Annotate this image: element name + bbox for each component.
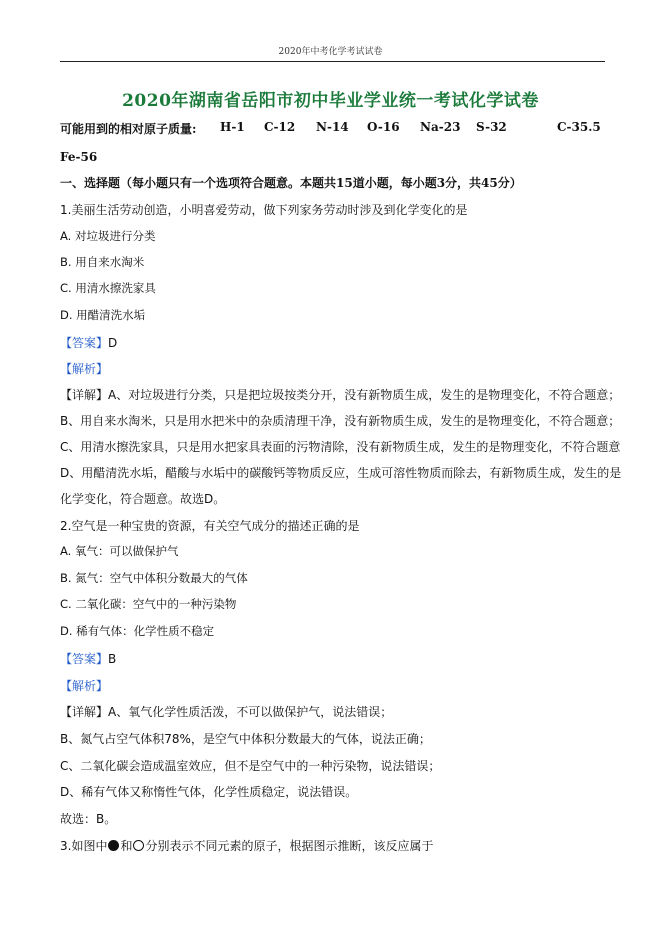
atomic-mass-item: C-35.5 bbox=[557, 120, 601, 134]
answer-value: D bbox=[108, 336, 118, 350]
question-1-option-a: A. 对垃圾进行分类 bbox=[60, 229, 156, 243]
question-1-detail-line: C、用清水擦洗家具，只是用水把家具表面的污物清除，没有新物质生成，发生的是物理变化，不符合题意 bbox=[60, 440, 621, 454]
analysis-tag: 【解析】 bbox=[60, 362, 109, 376]
question-3-stem-after: 分别表示不同元素的原子，根据图示推断，该反应属于 bbox=[145, 839, 434, 853]
answer-tag: 【答案】 bbox=[60, 336, 109, 350]
analysis-tag: 【解析】 bbox=[60, 679, 109, 693]
atomic-mass-item: Na-23 bbox=[420, 120, 461, 134]
question-1-detail-line: B、用自来水淘米，只是用水把米中的杂质清理干净，没有新物质生成，发生的是物理变化，不符合题意； bbox=[60, 414, 621, 428]
atomic-mass-item: Fe-56 bbox=[60, 150, 98, 164]
question-1-detail-line: 化学变化，符合题意。故选D。 bbox=[60, 492, 226, 506]
exam-title: 2020年湖南省岳阳市初中毕业学业统一考试化学试卷 bbox=[122, 91, 539, 111]
atomic-masses-row bbox=[60, 120, 605, 138]
question-1-detail-line bbox=[60, 386, 620, 403]
question-2-analysis bbox=[60, 677, 108, 694]
question-1-detail-line: D、用醋清洗水垢，醋酸与水垢中的碳酸钙等物质反应，生成可溶性物质而除去，有新物质生成，发生的是 bbox=[60, 466, 622, 480]
question-2-option-a: A. 氧气：可以做保护气 bbox=[60, 544, 179, 558]
answer-value: B bbox=[108, 652, 117, 666]
header-divider bbox=[60, 61, 605, 62]
atomic-mass-item: S-32 bbox=[476, 120, 507, 134]
question-2-answer bbox=[60, 650, 116, 667]
open-circle-atom-icon bbox=[133, 840, 144, 851]
question-1-option-d: D. 用醋清洗水垢 bbox=[60, 308, 146, 322]
question-1-stem: 1.美丽生活劳动创造，小明喜爱劳动，做下列家务劳动时涉及到化学变化的是 bbox=[60, 203, 468, 217]
answer-tag: 【答案】 bbox=[60, 652, 109, 666]
atomic-mass-item: O-16 bbox=[367, 120, 400, 134]
detail-tag: 【详解】 bbox=[60, 705, 109, 719]
question-1-answer bbox=[60, 334, 117, 351]
question-2-detail-line: C、二氧化碳会造成温室效应，但不是空气中的一种污染物，说法错误； bbox=[60, 759, 441, 773]
atomic-mass-item: N-14 bbox=[316, 120, 349, 134]
question-2-detail-line: B、氮气占空气体积78%，是空气中体积分数最大的气体，说法正确； bbox=[60, 732, 431, 746]
detail-text: A、对垃圾进行分类，只是把垃圾按类分开，没有新物质生成，发生的是物理变化，不符合题意； bbox=[108, 388, 621, 402]
question-2-detail-line: D、稀有气体又称惰性气体，化学性质稳定，说法错误。 bbox=[60, 785, 358, 799]
question-2-option-c: C. 二氧化碳：空气中的一种污染物 bbox=[60, 597, 237, 611]
question-3-stem-middle: 和 bbox=[120, 839, 133, 853]
atomic-mass-item: H-1 bbox=[220, 120, 245, 134]
section-heading: 一、选择题（每小题只有一个选项符合题意。本题共15道小题，每小题3分，共45分） bbox=[60, 176, 522, 190]
question-2-detail-line bbox=[60, 703, 392, 720]
question-3-stem bbox=[60, 837, 433, 854]
detail-text: A、氧气化学性质活泼，不可以做保护气，说法错误； bbox=[108, 705, 393, 719]
question-2-detail-line: 故选：B。 bbox=[60, 812, 117, 826]
question-2-option-b: B. 氮气：空气中体积分数最大的气体 bbox=[60, 571, 248, 585]
question-1-option-c: C. 用清水擦洗家具 bbox=[60, 281, 156, 295]
question-2-stem: 2.空气是一种宝贵的资源，有关空气成分的描述正确的是 bbox=[60, 519, 360, 533]
running-header: 2020年中考化学考试试卷 bbox=[278, 47, 383, 57]
atomic-masses-label: 可能用到的相对原子质量: bbox=[60, 122, 197, 136]
question-1-option-b: B. 用自来水淘米 bbox=[60, 255, 145, 269]
atomic-mass-item: C-12 bbox=[264, 120, 296, 134]
question-1-analysis bbox=[60, 360, 108, 377]
question-3-stem-before: 3.如图中 bbox=[60, 839, 108, 853]
question-2-option-d: D. 稀有气体：化学性质不稳定 bbox=[60, 624, 215, 638]
detail-tag: 【详解】 bbox=[60, 388, 109, 402]
filled-circle-atom-icon bbox=[108, 840, 119, 851]
